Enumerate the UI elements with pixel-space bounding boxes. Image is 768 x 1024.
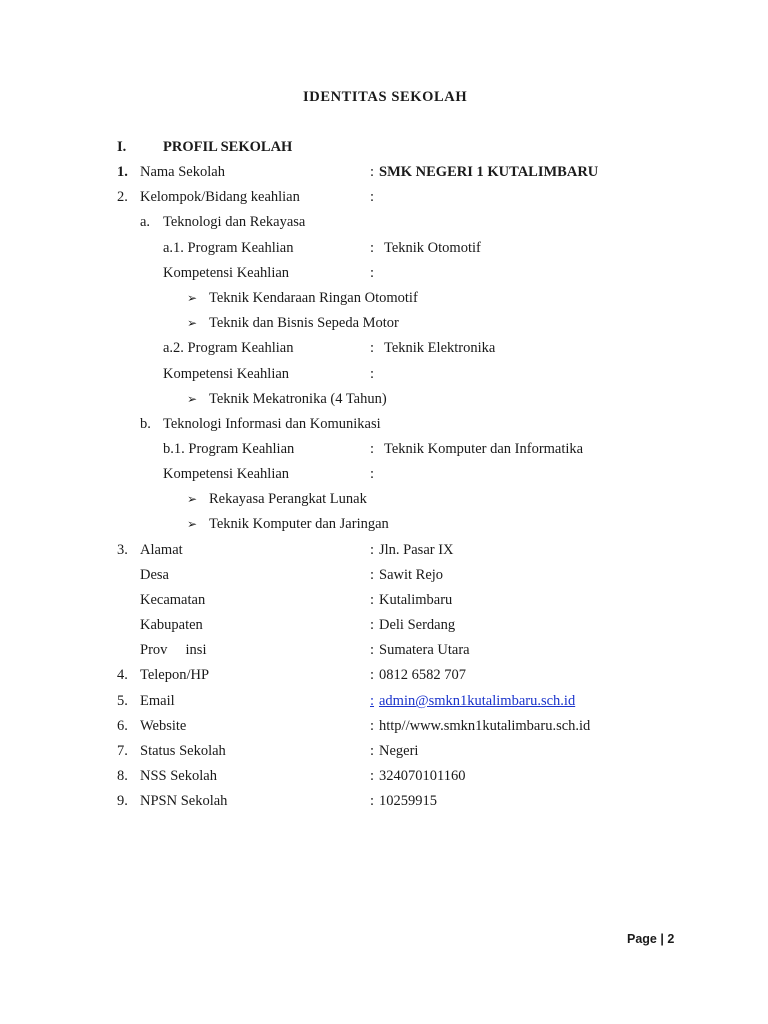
value-program-a2: Teknik Elektronika bbox=[384, 340, 496, 356]
kompetensi-item: Teknik dan Bisnis Sepeda Motor bbox=[209, 315, 399, 331]
kompetensi-item: Teknik Mekatronika (4 Tahun) bbox=[209, 391, 387, 407]
colon: : bbox=[370, 340, 375, 356]
colon: : bbox=[370, 793, 375, 809]
value-telepon: 0812 6582 707 bbox=[379, 667, 466, 683]
row-number: 5. bbox=[117, 693, 128, 709]
colon: : bbox=[370, 542, 375, 558]
colon: : bbox=[370, 567, 375, 583]
colon: : bbox=[370, 189, 375, 205]
label-kompetensi-a1: Kompetensi Keahlian bbox=[163, 265, 290, 281]
label-alamat: Alamat bbox=[140, 542, 183, 558]
kompetensi-item: Rekayasa Perangkat Lunak bbox=[209, 491, 367, 507]
label-desa: Desa bbox=[140, 567, 169, 583]
colon: : bbox=[370, 768, 375, 784]
colon: : bbox=[370, 592, 375, 608]
colon: : bbox=[370, 718, 375, 734]
colon: : bbox=[370, 366, 375, 382]
value-nama-sekolah: SMK NEGERI 1 KUTALIMBARU bbox=[379, 164, 599, 180]
sub-letter: b. bbox=[140, 416, 151, 432]
row-number: 8. bbox=[117, 768, 128, 784]
row-number: 9. bbox=[117, 793, 128, 809]
label-telepon: Telepon/HP bbox=[140, 667, 210, 683]
arrow-bullet-icon: ➢ bbox=[187, 291, 198, 305]
label-program-b1: b.1. Program Keahlian bbox=[163, 441, 295, 457]
value-program-b1: Teknik Komputer dan Informatika bbox=[384, 441, 584, 457]
label-teknologi-informasi: Teknologi Informasi dan Komunikasi bbox=[163, 416, 381, 432]
row-number: 3. bbox=[117, 542, 128, 558]
label-email: Email bbox=[140, 693, 175, 709]
label-teknologi-rekayasa: Teknologi dan Rekayasa bbox=[163, 214, 306, 230]
row-number: 7. bbox=[117, 743, 128, 759]
label-npsn: NPSN Sekolah bbox=[140, 793, 228, 809]
kompetensi-item: Teknik Komputer dan Jaringan bbox=[209, 516, 389, 532]
colon: : bbox=[370, 466, 375, 482]
page-title: IDENTITAS SEKOLAH bbox=[303, 89, 468, 105]
label-kecamatan: Kecamatan bbox=[140, 592, 206, 608]
kompetensi-item: Teknik Kendaraan Ringan Otomotif bbox=[209, 290, 418, 306]
colon: : bbox=[370, 743, 375, 759]
value-kabupaten: Deli Serdang bbox=[379, 617, 456, 633]
label-status: Status Sekolah bbox=[140, 743, 226, 759]
colon: : bbox=[370, 693, 375, 709]
row-number: 2. bbox=[117, 189, 128, 205]
row-number: 6. bbox=[117, 718, 128, 734]
label-kompetensi-b1: Kompetensi Keahlian bbox=[163, 466, 290, 482]
value-program-a1: Teknik Otomotif bbox=[384, 240, 481, 256]
label-kabupaten: Kabupaten bbox=[140, 617, 203, 633]
colon: : bbox=[370, 617, 375, 633]
row-number: 1. bbox=[117, 164, 128, 180]
colon: : bbox=[370, 642, 375, 658]
value-desa: Sawit Rejo bbox=[379, 567, 444, 583]
colon: : bbox=[370, 164, 375, 180]
email-link[interactable]: admin@smkn1kutalimbaru.sch.id bbox=[379, 693, 576, 709]
arrow-bullet-icon: ➢ bbox=[187, 492, 198, 506]
label-kelompok: Kelompok/Bidang keahlian bbox=[140, 189, 300, 205]
colon: : bbox=[370, 265, 375, 281]
label-program-a2: a.2. Program Keahlian bbox=[163, 340, 294, 356]
value-provinsi: Sumatera Utara bbox=[379, 642, 470, 658]
value-alamat: Jln. Pasar IX bbox=[379, 542, 454, 558]
section-title: PROFIL SEKOLAH bbox=[163, 139, 293, 155]
colon: : bbox=[370, 441, 375, 457]
label-program-a1: a.1. Program Keahlian bbox=[163, 240, 294, 256]
label-website: Website bbox=[140, 718, 187, 734]
value-kecamatan: Kutalimbaru bbox=[379, 592, 453, 608]
arrow-bullet-icon: ➢ bbox=[187, 517, 198, 531]
value-npsn: 10259915 bbox=[379, 793, 437, 809]
label-provinsi: Prov insi bbox=[140, 642, 207, 658]
colon: : bbox=[370, 667, 375, 683]
arrow-bullet-icon: ➢ bbox=[187, 392, 198, 406]
section-number: I. bbox=[117, 139, 127, 155]
value-status: Negeri bbox=[379, 743, 419, 759]
page-number: Page | 2 bbox=[627, 932, 675, 946]
value-nss: 324070101160 bbox=[379, 768, 466, 784]
label-nama-sekolah: Nama Sekolah bbox=[140, 164, 225, 180]
label-kompetensi-a2: Kompetensi Keahlian bbox=[163, 366, 290, 382]
colon: : bbox=[370, 240, 375, 256]
value-website: http//www.smkn1kutalimbaru.sch.id bbox=[379, 718, 591, 734]
label-nss: NSS Sekolah bbox=[140, 768, 217, 784]
row-number: 4. bbox=[117, 667, 128, 683]
sub-letter: a. bbox=[140, 214, 151, 230]
arrow-bullet-icon: ➢ bbox=[187, 316, 198, 330]
